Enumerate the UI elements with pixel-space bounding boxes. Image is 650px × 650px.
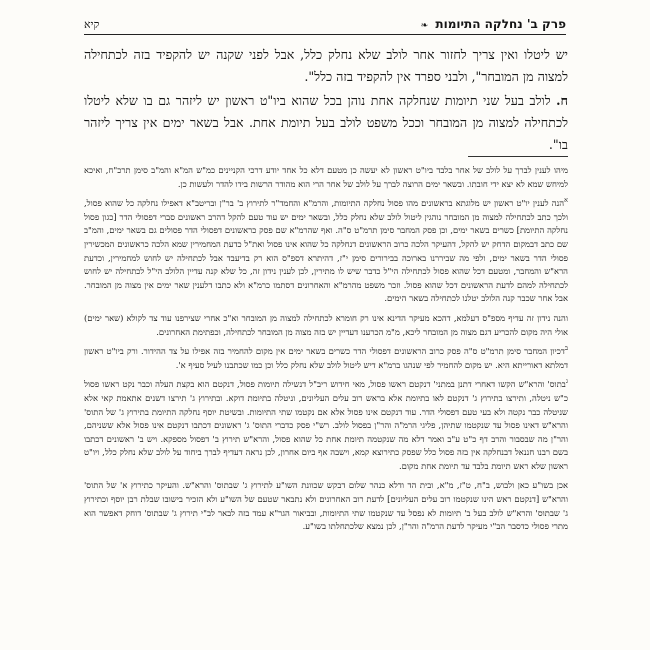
footnote-text: אכן בשו"ע כאן ולבוש, ב"ח, ט"ז, מ"א, ובית הד ודלא כנהר שלום דבקש שכוונת השו"ע לתירוץ ג' שבתוס' והרא"ש. והעיקר כתירוץ א' של התוס' והרא"ש [דנקטם ראש הינו שנקטמו רוב עלים העליונים] לדעת רוב האחרונים ולא נתבאר שטעם של השו"ע ולא הזכיר בישובו שבלת רבן יוסף וכתירוץ ג' שבתוס' והרא"ש לולב בעל ב' תיומות לא נפסל עד שנקטמו שתי התיומות, ובביאור הגר"א עמד בזה לבאר לב"י תירוץ ג' שבתוס' דוחק דאפשר הוא מתרי פסולי כדסבר הב"י מעיקר לדעת הרמ"ה והר"ן, לכן נמצא שלכתחלתו בשו"ע.	[84, 480, 568, 532]
paragraph-text: לולב בעל שני תיומות שנחלקה אחת נוהן בכל שהוא ביו"ט ראשון יש ליזהר גם בו שלא ליטלו לכתחילה למצוה מן המובחר וככל משפט לולב בעל תיומת אחת. אבל בשאר ימים אין צריך ליזהר בו".	[84, 93, 568, 152]
footnote-text: דכיון המחבר סימן תרמ"ט ס"ה פסק כרוב הראשונים דפסולי הדר כשרים בשאר ימים אין מקום להחמיר בזה אפילו על צד ההידור. ורק ביו"ט ראשון דמלתא דאורייתא היא. יש מקום להחמיר לפי שנהגו ברמ"א דיש ליטול לולב שלא נחלק כלל וכן כמו שכתבנו לעיל סעיף א'.	[84, 346, 568, 370]
footnote	[84, 378, 568, 473]
footnote	[84, 164, 568, 191]
footnote-text: והנה נידון זה עדיף מספ"ס דעלמא, דהכא מעיקר הדינא אינו רק חומרא לכתחילה למצוה מן המובחר וא"כ אחרי שצירפנו עוד צד לקולא (שאר ימים) אולי היה מקום להכריע דגם מצוה מן המובחר ליכא, מ"מ הכרענו דעדיין יש בזה מצוה מן המובחר לכתחילה, וכפתימת האחרונים.	[84, 312, 568, 337]
paragraph-8	[84, 90, 568, 156]
chapter-title-text: פרק ב' נחלקה התיומות	[435, 17, 566, 31]
ornament-icon: ❧	[420, 21, 429, 31]
running-header	[84, 14, 566, 35]
footnote	[84, 479, 568, 533]
footnote	[84, 312, 568, 339]
chapter-title	[418, 17, 566, 34]
footnote-text: מיהו לענין לברך על לולב של אחר בלבד ביו"ט ראשון לא יעשה כן מטעם דלא כל אחד יודע דרכי הקניינים כמ"ש המ"א והמ"ב סימן תרכ"ח, ואיכא למיחש שמא לא יצא ידי חובתו. ובשאר ימים הרוצה לברך על לולב של אחר הרי הוא מהודר הרשות בידו להדר ולעשות כן.	[84, 165, 568, 189]
footnotes-section	[84, 164, 568, 642]
footnote	[84, 345, 568, 372]
footnote	[84, 197, 568, 306]
continuation-paragraph: יש ליטלו ואין צריך לחזור אחר לולב שלא נחלק כלל, אבל לפני שקנה יש להקפיד בזה לכתחילה למצוה מן המובחר", ולבני ספרד אין להקפיד בזה כלל".	[84, 47, 568, 84]
footnote-text: בתוס' והרא"ש הקשו דאחרי דתנן במתני' דנקטם ראשו פסול, מאי חידוש ריב"ל דנשילה תיומות פסול, דנקטם הוא בקצת העלה וכבר נקט ראשו פסול כ"ש ניטלה, ותירצו בתירוץ ג' דנקטם לאו בתיומת אלא בראש רוב עלים העליונים, וניטלה בתיומת דוקא. ובתירוץ ג' תירצו דשנים אתאמת קאי אלא שניטלה כבר נקטה ולא בעי טעם דפסולי הדר. עוד דנקטם אינו פסול אלא אם נקטמו שתי התיומות. ובשיטת יוסף נחלקה התיומת בתירוץ ג' של התוס' והרא"ש דאינו פסול עד שנקטמו שתיהן, פליגי הרמ"ה והר"ן בפסול לולב. רש"י פסק כדברי התוס' ג' ראשונים דכתבו דנקטם אינו פסול אלא ששניהם, והר"ן מה שבסבור והרב דף כ"ט ע"ב ואמר דלא מה שנקטמה תיומת אחת כל שהוא פסול, והרא"ש תירוץ ב' דפסול מספקא. ויש ב' ראשונים דכתבו בשם רבנו חננאל דבנחלקה אין בזה פסול כלל שפסק כתירוצא קמא, וישבה אף ביום אחרון, לכן נראה דעדיף לברך ביחוד על לולב שלא נחלק כלל, ויו"ט ראשון שלא ראש תיומת בלבד עד תיומת אחת מקום.	[84, 379, 568, 471]
paragraph-number: ח.	[556, 93, 568, 108]
footnote-text: הנה לענין יו"ט ראשון יש מלוגתא בראשונים מהו פסול נחלקה התיומות, והרמ"א והחמד"ר לתירוץ ב' בר"ן ובריטב"א דאפילו נחלקה כל שהוא פסול, ולכך כתב לכתחילה למצוה מן המובחר נוהגין ליטול לולב שלא נחלק כלל, ובשאר ימים יש עוד טעם להקל דהרב ראשונים סברי דפסולי הדר [כגון פסול נחלקה התיומת] כשרים בשאר ימים, וכן פסק המחבר סימן תרמ"ט ס"ה. ואף שהרמ"א שם פסק כראשונים דפסולי הדר פסולים גם בשאר ימים, והמ"ב שם כתב דבמקום הדחק יש להקל, דהעיקר הלכה כרוב הראשונים דנחלקה כל שהוא אינו פסול ואת"ל כדעת המחמירין שמא הלכה כראשונים המכשירין פסולי הדר בשאר ימים, ולפי מה שביררנו בארוכה בבירורים סימן י"ז, דהיתרא דספ"ס הוא רק בדיעבד אבל לכתחילה יש לחוש למחמירין, וכדעת הרא"ש והמחבר, ומטעם דכל שהוא פסול לכתחילה הי"ל כדבר שיש לו מתירין, לכן לענין נידון זה, כל שלא קנה עדיין הלולב הי"ל לכתחילה יש לחוש לכתחילה למהם לדעת הראשונים דכל שהוא פסול. וזכר משפט מהרמ"א והאחרונים דסתמו כרמ"א ולא כתבו דלענין שאר ימים אין מצוה מן המובחר. אבל אחר שכבר קנה הלולב יטלנו לכתחילה בשאר הימים.	[84, 198, 568, 304]
footnote-mark: ב	[564, 344, 568, 353]
page-number: קיא	[84, 18, 100, 31]
main-text	[84, 44, 568, 158]
footnote-mark: א	[564, 196, 568, 205]
footnote-mark: ג	[565, 377, 568, 386]
footnote-divider	[468, 156, 568, 157]
